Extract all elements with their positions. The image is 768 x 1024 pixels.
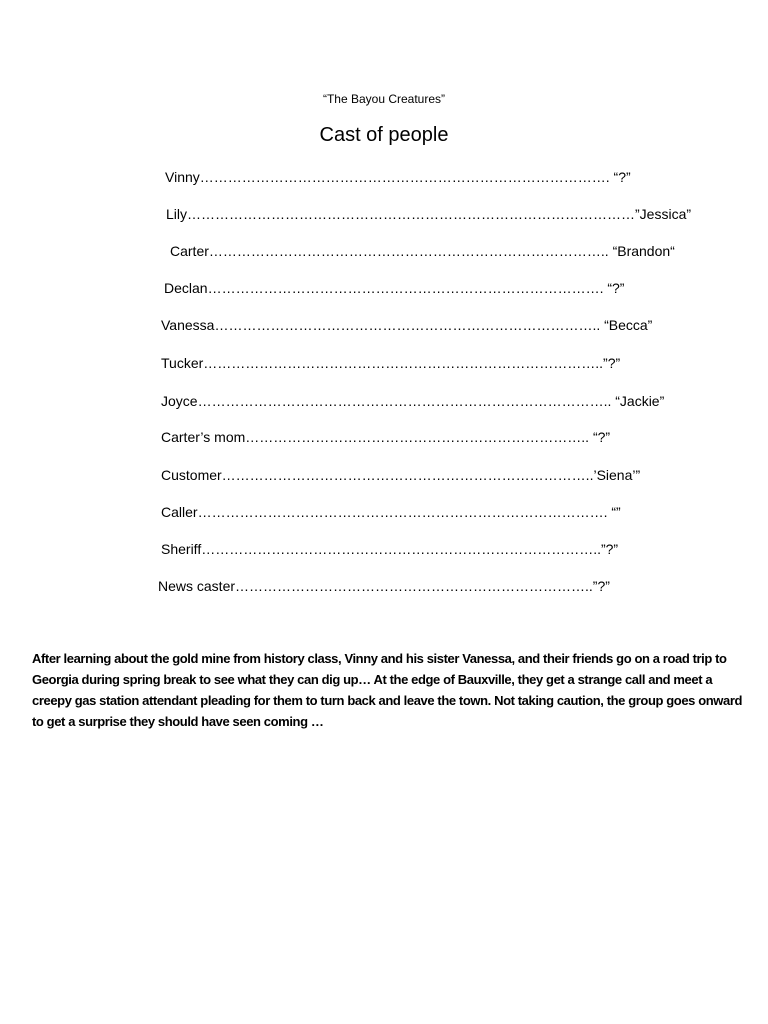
cast-line-vinny: Vinny……………………………………………………………………………. “?” (165, 169, 631, 185)
cast-line-customer: Customer……………………………………………………………………..’Siena’” (161, 467, 641, 483)
cast-heading: Cast of people (319, 124, 449, 146)
cast-line-vanessa: Vanessa……………………………………………………………………….. “Becca” (161, 317, 653, 333)
document-title: “The Bayou Creatures” (322, 92, 446, 106)
cast-line-declan: Declan…………………………………………………………………………. “?” (164, 280, 625, 296)
cast-line-tucker: Tucker…………………………………………………………………………..”?” (161, 355, 621, 371)
cast-line-lily: Lily……………………………………………………………………………………”Jessica” (166, 206, 692, 222)
cast-line-news-caster: News caster…………………………………………………………………..”?” (158, 578, 610, 594)
cast-line-joyce: Joyce…………………………………………………………………………….. “Jackie” (161, 393, 665, 409)
synopsis-paragraph: After learning about the gold mine from history class, Vinny and his sister Vanessa, and their friends go on a road trip to Georgia during spring break to see what they can dig up… At the edge of Bauxville, they get a strange call and meet a creepy gas station attendant pleading for them to turn back and leave the town. Not taking caution, the group goes onward to get a surprise they should have seen coming … (32, 651, 743, 729)
cast-line-carter: Carter………………………………………………………………………….. “Brandon“ (170, 243, 675, 259)
cast-line-sheriff: Sheriff…………………………………………………………………………..”?” (161, 541, 619, 557)
cast-line-caller: Caller……………………………………………………………………………. “” (161, 504, 621, 520)
cast-line-carters-mom: Carter’s mom……………………………………………………………….. “?” (161, 429, 611, 445)
